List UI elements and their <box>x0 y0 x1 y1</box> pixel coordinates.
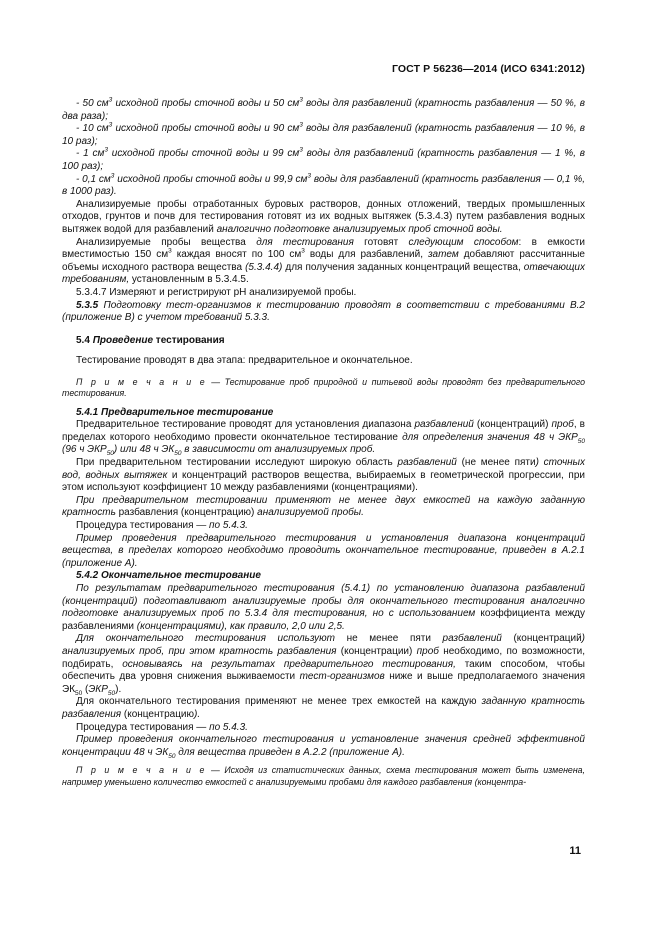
note-statistics: П р и м е ч а н и е — Исходя из статистических данных, схема тестирования может быть изменена, например уменьшено количество емкостей с анализируемыми пробами для каждого разбавления (концентра- <box>62 765 585 787</box>
section-heading-5-4: 5.4 Проведение тестирования <box>76 334 225 346</box>
paragraph-preliminary-example: Пример проведения предварительного тестирования и установления диапазона концентраций вещества, в пределах которого необходимо проводить окончательное тестирование, приведен в А.2.1 (приложение А). <box>62 532 585 569</box>
subsection-heading-5-4-2: 5.4.2 Окончательное тестирование <box>76 570 261 582</box>
paragraph-ph: 5.3.4.7 Измеряют и регистрируют рН анализируемой пробы. <box>76 286 357 298</box>
paragraph-535: 5.3.5 Подготовку тест-организмов к тестированию проводят в соответствии с требованиями В.2 (приложение В) с учетом требований 5.3.3. <box>62 299 585 324</box>
dilution-item: - 1 $см^3$ исходной пробы сточной воды и 99 $см^3$ воды для разбавлений (кратность разбавления — 1 %, в 100 раз); <box>62 147 585 172</box>
note-natural-water: П р и м е ч а н и е — Тестирование проб природной и питьевой воды проводят без предварительного тестирования. <box>62 376 585 399</box>
dilution-item: - 0,1 $см^3$ исходной пробы сточной воды и 99,9 $см^3$ воды для разбавлений (кратность разбавления — 0,1 %, в 1000 раз). <box>62 172 585 198</box>
paragraph-final-example: Пример проведения окончательного тестирования и установление значения средней эффективной концентрации 48 ч $ЭК_{50}$ для вещества приведен в А.2.2 (приложение А). <box>62 734 585 760</box>
subsection-heading-5-4-1: 5.4.1 Предварительное тестирование <box>76 406 274 418</box>
paragraph-procedure: Процедура тестирования — по 5.4.3. <box>76 520 248 532</box>
document-body <box>62 98 585 795</box>
paragraph-preliminary-vessels: При предварительном тестировании применяют не менее двух емкостей на каждую заданную кратность разбавления (концентрацию) анализируемой пробы. <box>62 494 585 519</box>
paragraph-two-stages: Тестирование проводят в два этапа: предварительное и окончательное. <box>76 355 413 367</box>
paragraph-procedure-final: Процедура тестирования — по 5.4.3. <box>76 721 248 733</box>
paragraph-final-dilutions: Для окончательного тестирования используют не менее пяти разбавлений (концентраций) анализируемых проб, при этом кратность разбавления (концентрации) проб необходимо, по возможности, подбирать, основываясь на результатах предварительного тестирования, таким способом, чтобы обеспечить два уровня снижения выживаемости тест-организмов ниже и выше предполагаемого значения $ЭК_{50}$ $(ЭКР_{50})$. <box>62 633 586 697</box>
page-number: 11 <box>569 845 581 857</box>
paragraph-substance-samples: Анализируемые пробы вещества для тестирования готовят следующим способом: в емкости вместимостью 150 $см^3$ каждая вносят по 100 $см^3$ воды для разбавлений, затем добавляют рассчитанные объемы исходного раствора вещества (5.3.4.4) для получения заданных концентраций вещества, отвечающих требованиям, установленным в 5.3.4.5. <box>62 236 585 286</box>
paragraph-drilling-samples: Анализируемые пробы отработанных буровых растворов, донных отложений, твердых промышленных отходов, грунтов и почв для тестирования готовят из их водных вытяжек (5.3.4.3) путем разбавления водных вытяжек водой для разбавлений аналогично подготовке анализируемых проб сточной воды. <box>62 198 585 235</box>
paragraph-preliminary-range: При предварительном тестировании исследуют широкую область разбавлений (не менее пяти) сточных вод, водных вытяжек и концентраций растворов вещества, выбираемых в геометрической прогрессии, при этом используют коэффициент 10 между разбавлениями (концентрациями). <box>62 457 586 494</box>
paragraph-preliminary-purpose: Предварительное тестирование проводят для установления диапазона разбавлений (концентраций) проб, в пределах которого необходимо провести окончательное тестирование для определения значения 48 ч $ЭКР_{50}$ (96 ч $ЭКР_{50}$) или 48 ч $ЭК_{50}$ в зависимости от анализируемых проб. <box>62 419 586 458</box>
standard-header: ГОСТ Р 56236—2014 (ИСО 6341:2012) <box>392 63 585 75</box>
dilution-item: - 50 $см^3$ исходной пробы сточной воды и 50 $см^3$ воды для разбавлений (кратность разбавления — 50 %, в два раза); <box>62 96 585 122</box>
paragraph-final-preparation: По результатам предварительного тестирования (5.4.1) по установлению диапазона разбавлений (концентраций) подготавливают анализируемые пробы для окончательного тестирования аналогично подготовке анализируемых проб по 5.3.4 для тестирования, но с использованием коэффициента между разбавлениями (концентрациями), как правило, 2,0 или 2,5. <box>62 583 586 632</box>
dilution-item: - 10 $см^3$ исходной пробы сточной воды и 90 $см^3$ воды для разбавлений (кратность разбавления — 10 %, в 10 раз); <box>62 121 585 147</box>
paragraph-final-vessels: Для окончательного тестирования применяют не менее трех емкостей на каждую заданную кратность разбавления (концентрацию). <box>62 696 585 720</box>
